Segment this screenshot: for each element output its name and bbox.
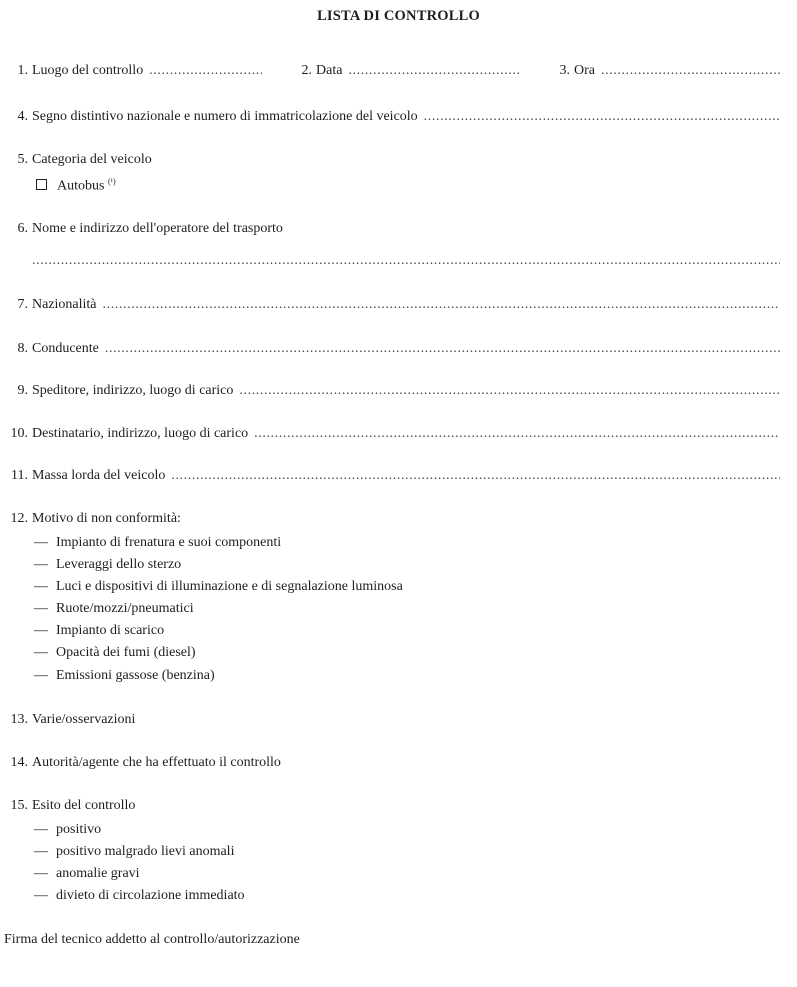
checkbox-autobus[interactable]: [36, 177, 116, 195]
fill-line: [254, 424, 780, 444]
field-label: Categoria del veicolo: [32, 152, 152, 167]
checkbox-square[interactable]: [36, 179, 47, 190]
item-number: 3.: [559, 63, 570, 78]
field-label: Destinatario, indirizzo, luogo di carico: [32, 426, 249, 441]
field-destinatario[interactable]: [0, 424, 780, 444]
field-motivo: [0, 509, 500, 529]
field-speditore[interactable]: [0, 381, 780, 401]
field-label: Ora: [574, 63, 595, 78]
field-massa-lorda[interactable]: [0, 466, 780, 486]
field-autorita[interactable]: [0, 753, 600, 773]
reason-item[interactable]: — Leveraggi dello sterzo: [34, 557, 182, 572]
item-number: 13.: [10, 712, 28, 727]
field-label: Data: [316, 63, 343, 78]
option-label: Autobus: [57, 178, 105, 194]
item-number: 10.: [10, 426, 28, 441]
outcome-item[interactable]: — anomalie gravi: [34, 866, 140, 881]
fill-line: [149, 61, 262, 81]
field-immatricolazione[interactable]: [0, 107, 780, 127]
reason-item[interactable]: — Impianto di scarico: [34, 623, 165, 638]
reason-item[interactable]: — Ruote/mozzi/pneumatici: [34, 601, 194, 616]
field-label: Motivo di non conformità:: [32, 511, 181, 526]
field-label: Conducente: [32, 341, 99, 356]
fill-line: [105, 339, 780, 359]
field-nazionalita[interactable]: [0, 295, 780, 315]
item-number: 9.: [17, 383, 28, 398]
field-label: Nome e indirizzo dell'operatore del trasporto: [32, 221, 283, 236]
item-number: 5.: [17, 152, 28, 167]
item-number: 2.: [301, 63, 312, 78]
field-label: Esito del controllo: [32, 798, 136, 813]
field-esito: [0, 796, 500, 816]
reason-item[interactable]: — Emissioni gassose (benzina): [34, 668, 215, 683]
field-label: Varie/osservazioni: [32, 712, 136, 727]
fill-line: [171, 466, 780, 486]
footnote-marker: (¹): [107, 177, 116, 186]
item-number: 12.: [10, 511, 28, 526]
outcome-item[interactable]: — positivo malgrado lievi anomali: [34, 844, 235, 859]
field-label: Massa lorda del veicolo: [32, 468, 166, 483]
fill-line: [601, 61, 780, 81]
outcome-item[interactable]: — divieto di circolazione immediato: [34, 888, 245, 903]
field-label: Luogo del controllo: [32, 63, 144, 78]
field-data[interactable]: [284, 61, 520, 81]
item-number: 7.: [17, 297, 28, 312]
reason-item[interactable]: — Opacità dei fumi (diesel): [34, 645, 196, 660]
item-number: 8.: [17, 341, 28, 356]
item-number: 6.: [17, 221, 28, 236]
item-number: 11.: [11, 468, 28, 483]
fill-line: [348, 61, 520, 81]
fill-line: [424, 107, 780, 127]
field-label: Segno distintivo nazionale e numero di immatricolazione del veicolo: [32, 109, 418, 124]
field-label: Autorità/agente che ha effettuato il controllo: [32, 755, 281, 770]
field-categoria: [0, 150, 500, 170]
item-number: 1.: [17, 63, 28, 78]
fill-line: [103, 295, 780, 315]
signature-label: Firma del tecnico addetto al controllo/autorizzazione: [4, 932, 300, 947]
reason-item[interactable]: — Luci e dispositivi di illuminazione e di segnalazione luminosa: [34, 579, 403, 594]
field-luogo[interactable]: [0, 61, 262, 81]
operatore-fill-line[interactable]: [32, 253, 780, 273]
field-ora[interactable]: [542, 61, 780, 81]
item-number: 15.: [10, 798, 28, 813]
fill-line: [239, 381, 780, 401]
field-osservazioni[interactable]: [0, 710, 500, 730]
item-number: 4.: [17, 109, 28, 124]
page-title: LISTA DI CONTROLLO: [317, 8, 480, 24]
reason-item[interactable]: — Impianto di frenatura e suoi componenti: [34, 535, 282, 550]
field-operatore: [0, 219, 600, 239]
field-label: Speditore, indirizzo, luogo di carico: [32, 383, 234, 398]
item-number: 14.: [10, 755, 28, 770]
field-label: Nazionalità: [32, 297, 97, 312]
field-conducente[interactable]: [0, 339, 780, 359]
outcome-item[interactable]: — positivo: [34, 822, 102, 837]
